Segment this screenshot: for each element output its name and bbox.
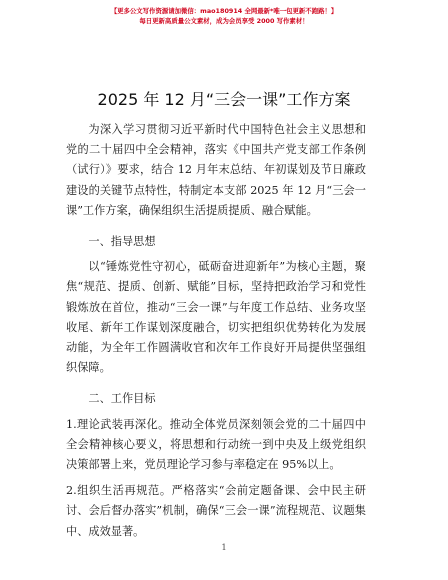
promo-banner-line-1: 【更多公文写作资源请加微信：mao180914 全网最新*唯一包更新不跑路！】	[110, 7, 338, 15]
promo-banner	[0, 6, 448, 26]
guiding-ideology-paragraph: 以“锤炼党性守初心，砥砺奋进迎新年”为核心主题，聚焦“规范、提质、创新、赋能”目标，坚持把政治学习和党性锻炼放在首位，推动“三会一课”与年度工作总结、业务攻坚收尾、新年工作谋划深度融合，切实把组织优势转化为发展动能，为全年工作圆满收官和次年工作良好开局提供坚强组织保障。	[66, 260, 366, 375]
work-goal-item-1: 1.理论武装再深化。推动全体党员深刻领会党的二十届四中全会精神核心要义，将思想和行动统一到中央及上级党组织决策部署上来，党员理论学习参与率稳定在 95%以上。	[66, 417, 366, 472]
page-number: 1	[221, 543, 227, 552]
intro-paragraph: 为深入学习贯彻习近平新时代中国特色社会主义思想和党的二十届四中全会精神，落实《中国共产党支部工作条例（试行）》要求，结合 12 月年末总结、年初谋划及节日廉政建设的关键节点特性，特制定本支部 2025 年 12 月“三会一课”工作方案，确保组织生活提质提质、融合赋能。	[66, 123, 366, 217]
section-heading-work-goals: 二、工作目标	[88, 392, 156, 406]
section-spacer	[66, 378, 366, 384]
document-title: 2025 年 12 月“三会一课”工作方案	[97, 90, 351, 109]
document-body	[66, 120, 366, 542]
promo-banner-line-2: 每日更新高质量公文素材，成为会员享受 2000 写作素材！	[139, 17, 309, 25]
section-spacer	[66, 221, 366, 227]
section-heading-guiding-ideology: 一、指导思想	[88, 235, 156, 249]
work-goal-item-2: 2.组织生活再规范。严格落实“会前定题备课、会中民主研讨、会后督办落实”机制，确保“三会一课”流程规范、议题集中、成效显著。	[66, 484, 366, 538]
